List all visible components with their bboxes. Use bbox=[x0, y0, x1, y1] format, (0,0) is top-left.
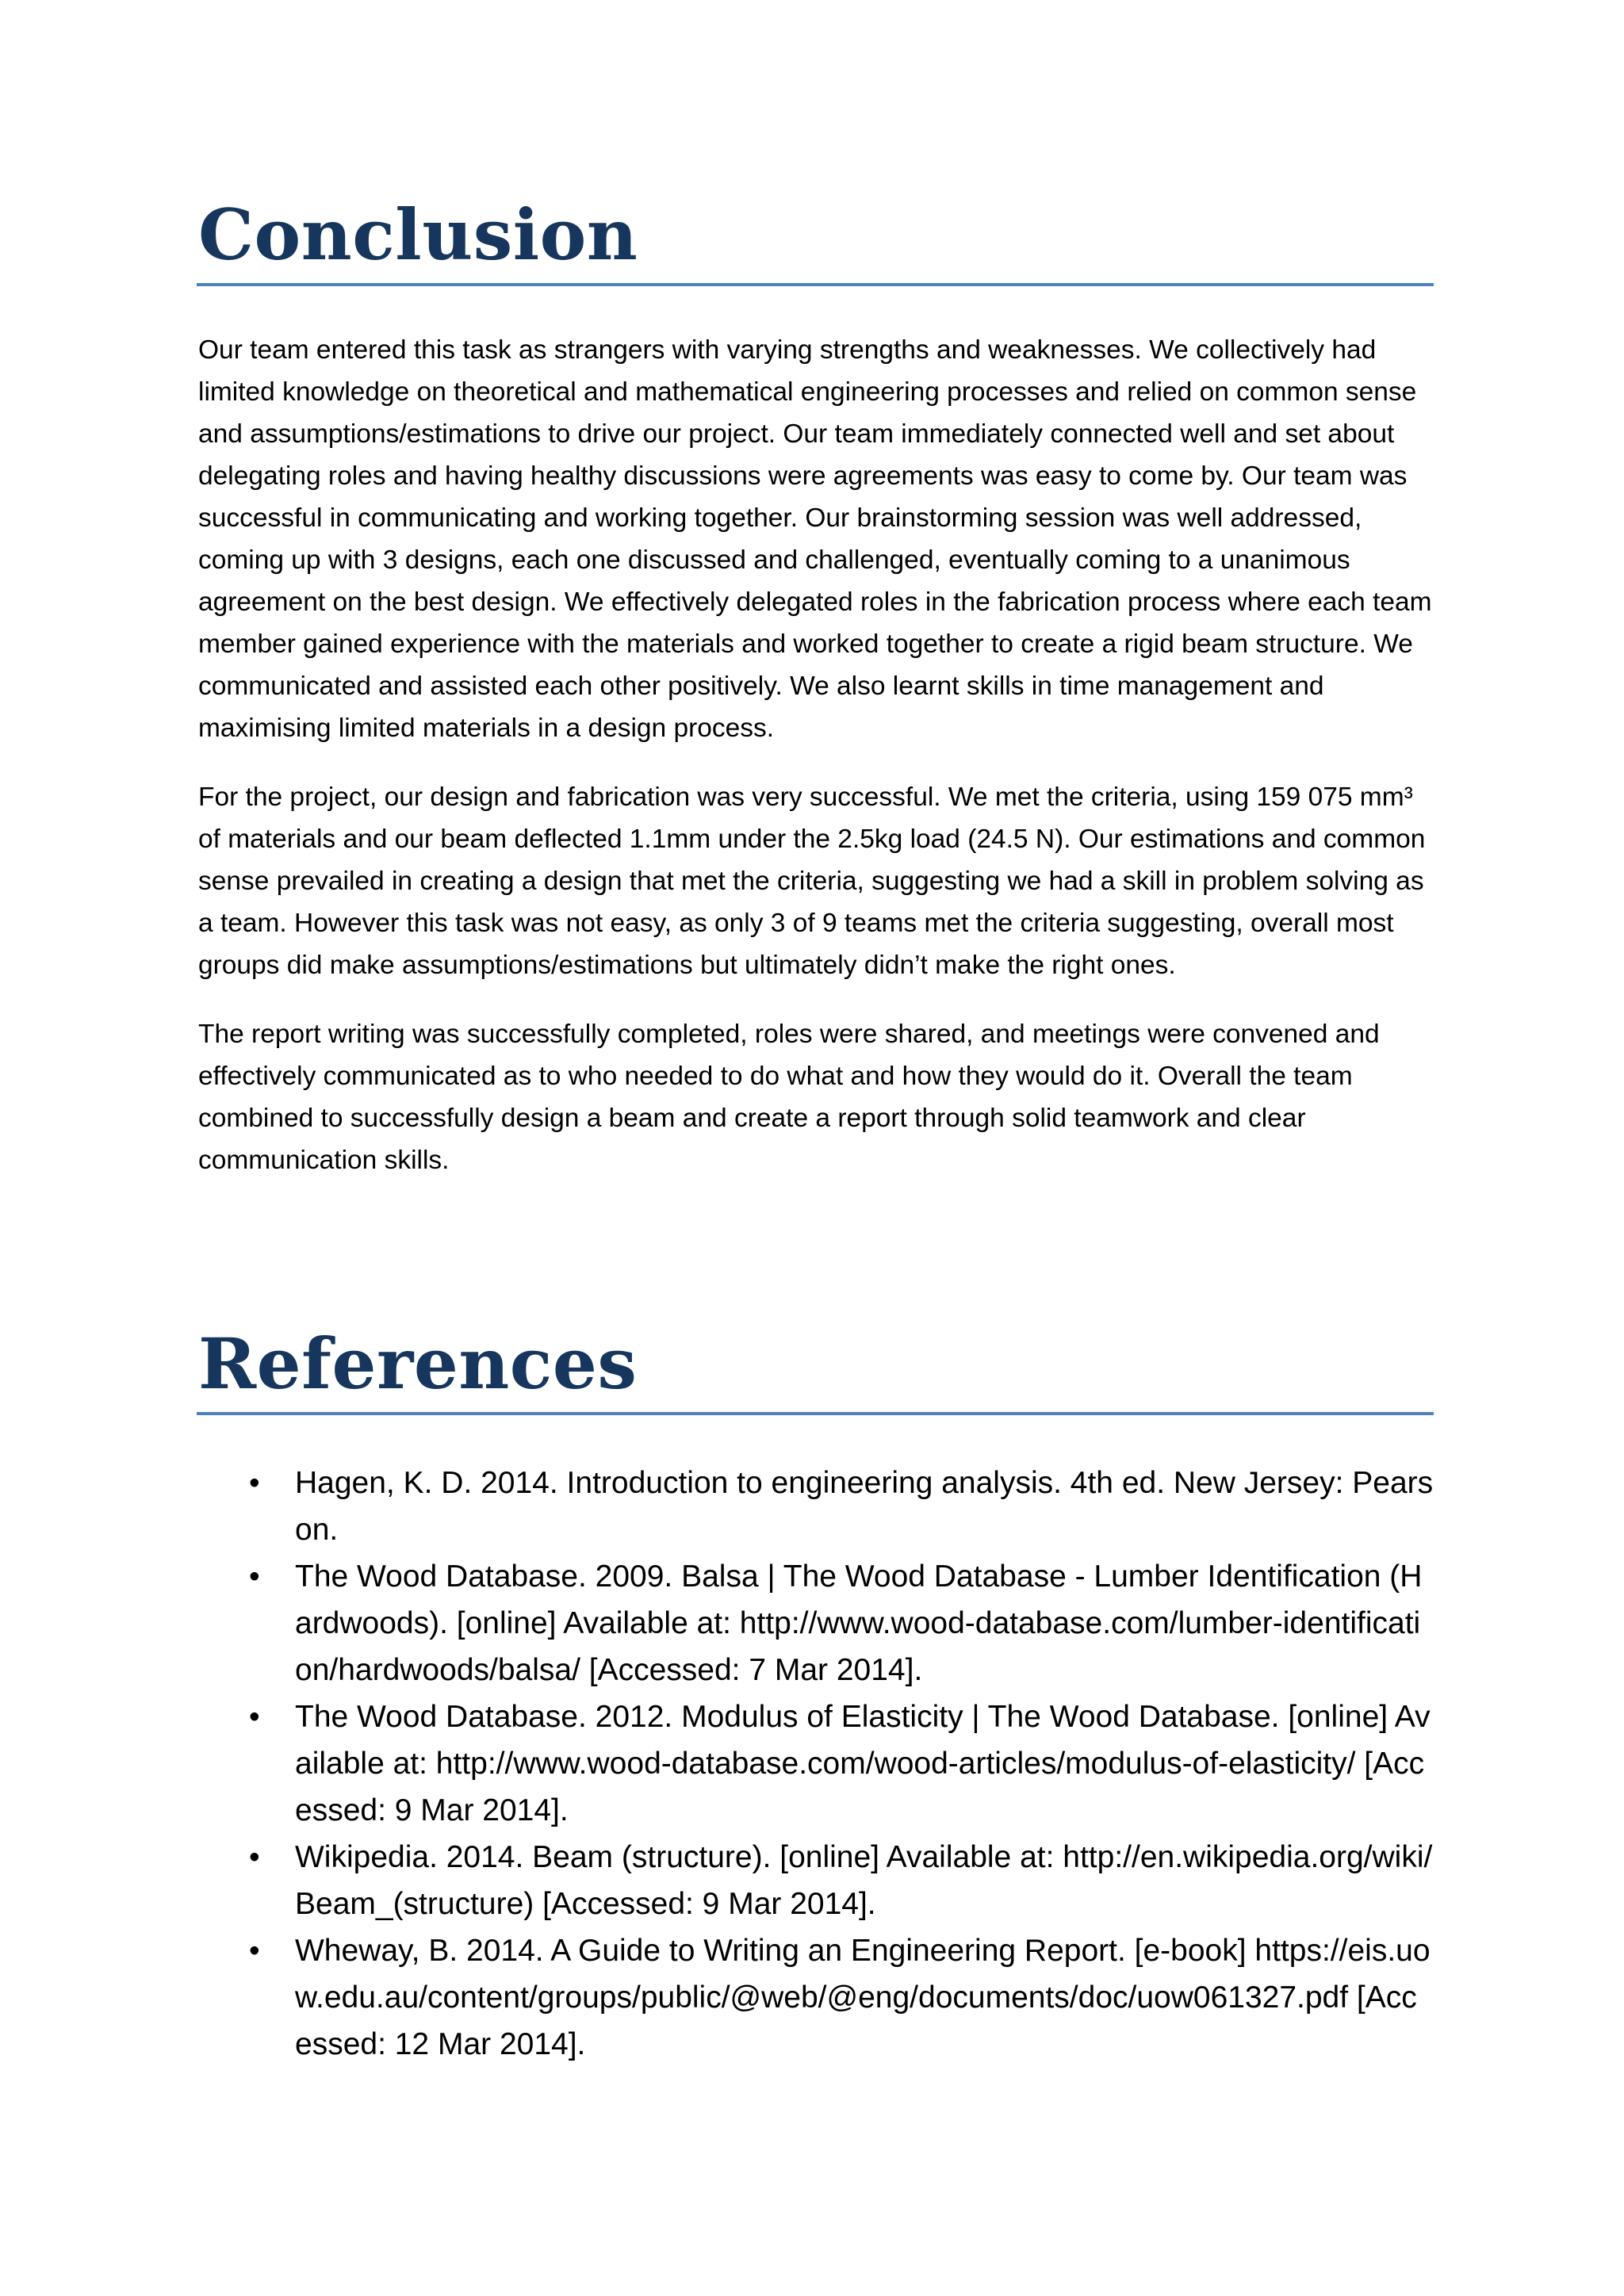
bullet-icon: • bbox=[249, 1933, 260, 1968]
reference-item bbox=[197, 1460, 1434, 1553]
conclusion-paragraph-2: For the project, our design and fabrication was very successful. We met the criteria, using 159 075 mm³ of materials and our beam deflected 1.1mm under the 2.5kg load (24.5 N). Our estimations and common sense prevailed in creating a design that met the criteria, suggesting we had a skill in problem solving as a team. However this task was not easy, as only 3 of 9 teams met the criteria suggesting, overall most groups did make assumptions/estimations but ultimately didn’t make the right ones. bbox=[198, 782, 1426, 980]
reference-item bbox=[197, 1927, 1434, 2068]
reference-text: The Wood Database. 2012. Modulus of Elasticity | The Wood Database. [online] Available at: http://www.wood-database.com/wood-articles/modulus-of-elasticity/ [Accessed: 9 Mar 2014]. bbox=[295, 1699, 1431, 1827]
conclusion-paragraph-1: Our team entered this task as strangers with varying strengths and weaknesses. We collectively had limited knowledge on theoretical and mathematical engineering processes and relied on common sense and assumptions/estimations to drive our project. Our team immediately connected well and set about delegating roles and having healthy discussions were agreements was easy to come by. Our team was successful in communicating and working together. Our brainstorming session was well addressed, coming up with 3 designs, each one discussed and challenged, eventually coming to a unanimous agreement on the best design. We effectively delegated roles in the fabrication process where each team member gained experience with the materials and worked together to create a rigid beam structure. We communicated and assisted each other positively. We also learnt skills in time management and maximising limited materials in a design process. bbox=[198, 335, 1432, 743]
references-heading: References bbox=[197, 1326, 1434, 1415]
conclusion-paragraph-3: The report writing was successfully completed, roles were shared, and meetings were convened and effectively communicated as to who needed to do what and how they would do it. Overall the team combined to successfully design a beam and create a report through solid teamwork and clear communication skills. bbox=[198, 1019, 1380, 1175]
bullet-icon: • bbox=[249, 1839, 260, 1874]
reference-item bbox=[197, 1693, 1434, 1834]
reference-item bbox=[197, 1834, 1434, 1927]
conclusion-heading: Conclusion bbox=[197, 197, 1434, 286]
bullet-icon: • bbox=[249, 1559, 260, 1594]
reference-text: Wikipedia. 2014. Beam (structure). [online] Available at: http://en.wikipedia.org/wiki/Beam_(structure) [Accessed: 9 Mar 2014]. bbox=[295, 1839, 1433, 1921]
references-section bbox=[197, 1322, 1434, 2068]
bullet-icon: • bbox=[249, 1465, 260, 1500]
conclusion-section bbox=[197, 193, 1434, 1181]
reference-text: The Wood Database. 2009. Balsa | The Wood Database - Lumber Identification (Hardwoods). [online] Available at: http://www.wood-database.com/lumber-identification/hardwoods/balsa/ [Accessed: 7 Mar 2014]. bbox=[295, 1559, 1423, 1687]
bullet-icon: • bbox=[249, 1699, 260, 1734]
reference-text: Hagen, K. D. 2014. Introduction to engineering analysis. 4th ed. New Jersey: Pearson. bbox=[295, 1465, 1434, 1547]
reference-item bbox=[197, 1553, 1434, 1693]
reference-text: Wheway, B. 2014. A Guide to Writing an Engineering Report. [e-book] https://eis.uow.edu.au/content/groups/public/@web/@eng/documents/doc/uow061327.pdf [Accessed: 12 Mar 2014]. bbox=[295, 1933, 1431, 2061]
references-list bbox=[197, 1460, 1434, 2068]
